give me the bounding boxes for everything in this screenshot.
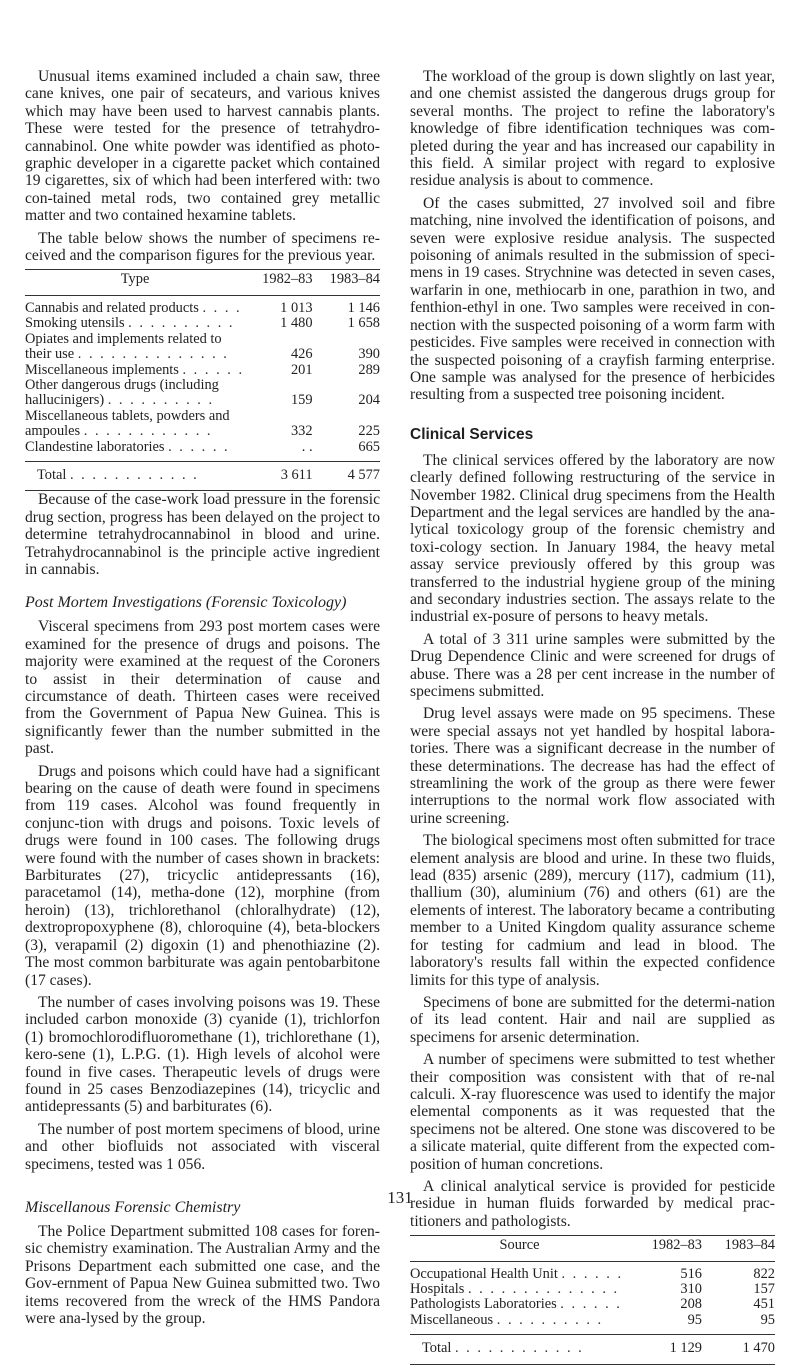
value-1982-83: 1 480 xyxy=(280,315,313,332)
row-label: Smoking utensils xyxy=(25,315,125,332)
clinical-paragraph-3: Drug level assays were made on 95 specimens. These were special assays not yet handled by hospital labora-tories. There was a significant decrease in the number of these determinations. The decrease has had the effect of streamlining the work of the group as there were fewer interruptions to the normal work flow associated with urine screening. xyxy=(410,705,775,827)
value-1982-83: 516 xyxy=(680,1265,702,1282)
value-1983-84: 451 xyxy=(753,1296,775,1313)
post-mortem-paragraph-1: Visceral specimens from 293 post mortem cases were examined for the presence of drugs and poisons. The majority were examined at the request of the Coroners to assist in their determination of cause and circumstance of death. Thirteen cases were received from the Government of Papua New Guinea. This is significantly fewer than the number submitted in the past. xyxy=(25,618,380,758)
row-label: Hospitals xyxy=(410,1281,465,1297)
column-header-1982-83: 1982–83 xyxy=(651,1237,702,1254)
leader-dots: . . . . . . . . . . xyxy=(107,392,215,409)
total-1982-83: 1 129 xyxy=(669,1340,702,1357)
row-label: Cannabis and related products xyxy=(25,299,199,316)
row-label: Occupational Health Unit xyxy=(410,1265,558,1282)
workload-paragraph: The workload of the group is down slightly on last year, and one chemist assisted the dangerous drugs group for several months. The project to refine the laboratory's knowledge of fibre identification techniques was com-pleted during the year and has increased our capability in this field. A similar project with regard to explosive residue analysis is about to commence. xyxy=(410,68,775,190)
value-1983-84: 1 658 xyxy=(347,315,380,332)
left-column xyxy=(25,68,380,1332)
value-1983-84: 157 xyxy=(753,1281,775,1297)
table-row xyxy=(25,378,380,409)
total-label: Total xyxy=(422,1340,452,1357)
right-column xyxy=(410,68,775,1365)
table-row xyxy=(410,1297,775,1312)
value-1982-83: 1 013 xyxy=(280,299,313,316)
value-1983-84: 204 xyxy=(358,392,380,409)
value-1982-83: 95 xyxy=(687,1311,702,1328)
value-1983-84: 289 xyxy=(358,361,380,378)
table-header-row xyxy=(410,1236,775,1261)
misc-forensic-heading: Miscellanous Forensic Chemistry xyxy=(25,1198,241,1216)
leader-dots: . . . . . . . . . . xyxy=(496,1311,604,1328)
specimen-type-table xyxy=(25,269,380,491)
table-row xyxy=(410,1282,775,1297)
value-1982-83: 208 xyxy=(680,1296,702,1313)
table-total-row xyxy=(410,1335,775,1364)
clinical-paragraph-6: A number of specimens were submitted to test whether their composition was consistent with that of re-nal calculi. X-ray fluorescence was used to identify the major elemental components as it was requested that the specimens not be altered. One stone was discovered to be a silicate material, quite different from the expected com-position of human concretions. xyxy=(410,1051,775,1173)
clinical-paragraph-7: A clinical analytical service is provided for pesticide residue in human fluids forwarded by medical prac-titioners and pathologists. xyxy=(410,1177,775,1230)
leader-dots: . . . . . . . . . . . . xyxy=(454,1340,584,1357)
leader-dots: . . . . . . . . . . . . xyxy=(83,423,213,440)
table-row xyxy=(410,1261,775,1282)
value-1982-83: 310 xyxy=(680,1281,702,1297)
row-label: Miscellaneous xyxy=(410,1311,494,1328)
row-label: Pathologists Laboratories xyxy=(410,1296,557,1313)
value-1982-83: 201 xyxy=(290,361,313,378)
table-total-row xyxy=(25,461,380,490)
post-mortem-paragraph-3: The number of cases involving poisons was 19. These included carbon monoxide (3) cyanide (1), trichlorfon (1) bromochlorodifluoromethane (1), trichlorethane (1), kero-sene (1), L.P.G. (1). High levels of alcohol were found in five cases. Therapeutic levels of drugs were found in 25 cases Benzodiazepines (14), tricyclic and antidepressants (5) and barbiturates (6). xyxy=(25,993,380,1116)
leader-dots: . . . . . . . . . . . . . . xyxy=(467,1281,620,1297)
leader-dots: . . . . . . xyxy=(168,438,230,455)
leader-dots: . . . . . . . . . . xyxy=(128,315,235,332)
cases-paragraph: Of the cases submitted, 27 involved soil and fibre matching, nine involved the identification of poisons, and seven were explosive residue analysis. The suspected poisoning of animals resulted in the submission of speci-mens in 19 cases. Strychnine was detected in seven cases, warfarin in one, methiocarb in one, parathion in two, and fenthion-ethyl in one. Two samples were received in con-nection with the suspected poisoning of a worm farm with pesticides. Five samples were received in connection with the suspected poisoning of a crayfish farming enterprise. One sample was analysed for the presence of herbicides resulting from a suspected tree poisoning incident. xyxy=(410,194,775,404)
leader-dots: . . . . . . . . . . . . . . xyxy=(77,346,229,363)
intro-paragraph-2: The table below shows the number of specimens re-ceived and the comparison figures for the previous year. xyxy=(25,229,380,265)
page-number: 131 xyxy=(387,1188,413,1207)
value-1983-84: 822 xyxy=(753,1265,775,1282)
column-header-1983-84: 1983–84 xyxy=(724,1237,775,1254)
row-label: Miscellaneous implements xyxy=(25,361,179,378)
clinical-paragraph-2: A total of 3 311 urine samples were submitted by the Drug Dependence Clinic and were screened for drugs of abuse. There was a 28 per cent increase in the number of specimens submitted. xyxy=(410,630,775,700)
row-label: Clandestine laboratories xyxy=(25,438,165,455)
post-mortem-paragraph-4: The number of post mortem specimens of blood, urine and other biofluids not associated with visceral specimens, tested was 1 056. xyxy=(25,1120,380,1173)
forensic-drug-paragraph: Because of the case-work load pressure in the forensic drug section, progress has been delayed on the project to determine tetrahydrocannabinol in blood and urine. Tetrahydrocannabinol is the principle active ingredient in cannabis. xyxy=(25,491,380,578)
source-table xyxy=(410,1235,775,1364)
table-row xyxy=(25,363,380,378)
leader-dots: . . . . . . xyxy=(561,1265,624,1282)
leader-dots: . . . . . . xyxy=(182,361,245,378)
column-header-1982-83: 1982–83 xyxy=(262,271,313,288)
row-label: Opiates and implements related to their use xyxy=(25,330,222,363)
value-1982-83: 426 xyxy=(290,346,313,363)
column-header-1983-84: 1983–84 xyxy=(329,271,380,288)
value-1983-84: 1 146 xyxy=(347,299,380,316)
table-row xyxy=(410,1313,775,1335)
row-label: Miscellaneous tablets, powders and ampoules xyxy=(25,407,230,440)
table-row xyxy=(25,316,380,331)
table-row xyxy=(25,332,380,363)
post-mortem-heading: Post Mortem Investigations (Forensic Toxicology) xyxy=(25,594,347,612)
column-header-type: Type xyxy=(120,271,150,288)
table-row xyxy=(25,409,380,440)
total-1983-84: 1 470 xyxy=(742,1340,775,1357)
leader-dots: . . . . xyxy=(202,299,242,316)
clinical-paragraph-5: Specimens of bone are submitted for the determi-nation of its lead content. Hair and nail are supplied as specimens for arsenic determination. xyxy=(410,993,775,1046)
value-1982-83: 332 xyxy=(290,423,313,440)
value-1982-83: 159 xyxy=(290,392,313,409)
leader-dots: . . . . . . . . . . . . xyxy=(69,466,199,483)
value-1983-84: 665 xyxy=(358,438,380,455)
value-1983-84: 95 xyxy=(760,1311,775,1328)
table-row xyxy=(25,295,380,316)
leader-dots: . . . . . . xyxy=(560,1296,622,1313)
intro-paragraph-1: Unusual items examined included a chain saw, three cane knives, one pair of secateurs, and various knives which may have been used to harvest cannabis plants. These were tested for the presence of tetrahydro-cannabinol. One white powder was identified as photo-graphic developer in a cigarette packet which contained 19 cigarettes, six of which had been interfered with: two con-tained metal rods, two contained grey metallic matter and two contained hexamine tablets. xyxy=(25,68,380,225)
column-header-source: Source xyxy=(499,1237,540,1254)
total-1983-84: 4 577 xyxy=(347,466,380,483)
table-row xyxy=(25,440,380,462)
post-mortem-paragraph-2: Drugs and poisons which could have had a significant bearing on the cause of death were found in specimens from 119 cases. Alcohol was found frequently in conjunc-tion with drugs and poisons. Toxic levels of drugs were found in 100 cases. The following drugs were found with the number of cases shown in brackets: Barbiturates (27), tricyclic antidepressants (16), paracetamol (14), metha-done (12), morphine (from heroin) (13), trichlorethanol (chloralhydrate) (12), dextropropoxyphene (8), chloroquine (4), beta-blockers (3), verapamil (2) digoxin (1) and phenothiazine (2). The most common barbiturate was again pentobarbitone (17 cases). xyxy=(25,762,380,989)
value-1983-84: 225 xyxy=(358,423,380,440)
total-label: Total xyxy=(37,466,67,483)
clinical-services-heading: Clinical Services xyxy=(410,425,534,443)
misc-forensic-paragraph: The Police Department submitted 108 cases for foren-sic chemistry examination. The Australian Army and the Prisons Department each submitted one case, and the Gov-ernment of Papua New Guinea submitted two. Two items recovered from the wreck of the HMS Pandora were ana-lysed by the group. xyxy=(25,1222,380,1327)
table-header-row xyxy=(25,270,380,295)
value-1983-84: 390 xyxy=(358,346,380,363)
value-1982-83: . . xyxy=(301,438,313,455)
row-label: Other dangerous drugs (including hallucinigers) xyxy=(25,376,219,409)
clinical-paragraph-1: The clinical services offered by the laboratory are now clearly defined following restructuring of the service in November 1982. Clinical drug specimens from the Health Department and the legal services are handled by the ana-lytical toxicology group of the forensic chemistry and toxi-cology section. In January 1984, the heavy metal assay service previously offered by this group was transferred to the industrial hygiene group of the mining and secondary industries section. The assays relate to the industrial ex-posure of persons to heavy metals. xyxy=(410,451,775,626)
total-1982-83: 3 611 xyxy=(280,466,313,483)
clinical-paragraph-4: The biological specimens most often submitted for trace element analysis are blood and urine. In these two fluids, lead (835) arsenic (289), mercury (117), cadmium (11), thallium (30), aluminium (76) and others (61) are the elements of interest. The laboratory became a contributing member to a United Kingdom quality assurance scheme for testing for cadmium and lead in blood. The laboratory's results fall within the expected confidence limits for this type of analysis. xyxy=(410,832,775,989)
